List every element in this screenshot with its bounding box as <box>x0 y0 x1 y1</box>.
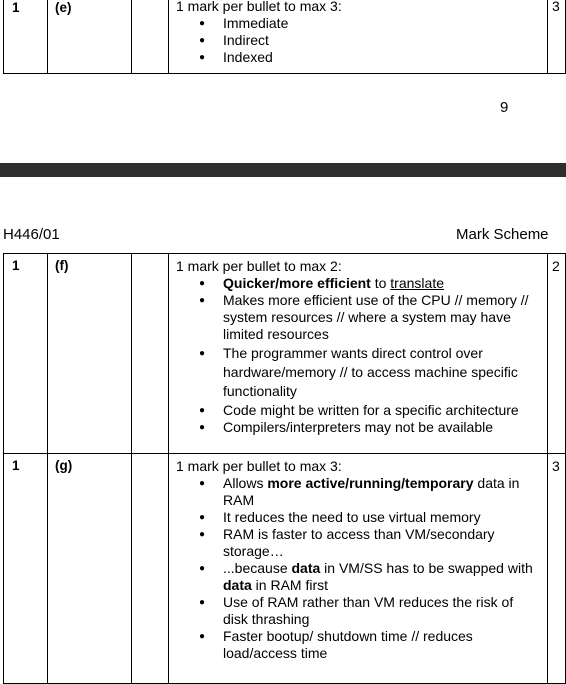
list-item: ● Compilers/interpreters may not be available <box>223 419 543 436</box>
bold-text: data <box>291 560 321 576</box>
list-item <box>223 475 543 509</box>
list-item: ● Faster bootup/ shutdown time // reduces load/access time <box>223 628 543 662</box>
list-item <box>223 275 543 292</box>
underlined-text: translate <box>390 275 444 291</box>
list-item: ● Makes more efficient use of the CPU // memory // system resources // where a system may have limited resources <box>223 292 543 343</box>
list-item: ● Indirect <box>223 32 543 49</box>
page-number: 9 <box>500 99 509 116</box>
answer-cell <box>169 254 548 454</box>
text: data in RAM <box>223 475 520 508</box>
mark-instruction: 1 mark per bullet to max 3: <box>176 0 342 14</box>
marks-cell: 2 <box>548 254 566 454</box>
mark-instruction: 1 mark per bullet to max 2: <box>176 258 342 274</box>
question-number: 1 <box>4 0 48 73</box>
text: in RAM first <box>251 577 329 593</box>
answer-list <box>176 475 543 662</box>
answer-list <box>176 15 543 66</box>
empty-cell <box>132 254 169 454</box>
question-number: 1 <box>4 254 48 454</box>
text: in VM/SS has to be swapped with <box>320 560 533 576</box>
table-row <box>4 0 566 73</box>
text: ...because <box>223 560 292 576</box>
list-item: ● Immediate <box>223 15 543 32</box>
empty-cell <box>132 0 169 73</box>
question-part: (g) <box>48 454 132 684</box>
marks-cell: 3 <box>548 0 566 73</box>
bold-text: Quicker/more efficient <box>223 275 371 291</box>
bold-text: data <box>223 577 252 593</box>
list-item <box>223 560 543 594</box>
list-item: ● RAM is faster to access than VM/secondary storage… <box>223 526 543 560</box>
table-row <box>4 454 566 684</box>
list-item: ● Use of RAM rather than VM reduces the risk of disk thrashing <box>223 594 543 628</box>
table-row <box>4 254 566 454</box>
bold-text: more active/running/temporary <box>267 475 474 491</box>
mark-scheme-table-top <box>3 0 566 74</box>
empty-cell <box>132 454 169 684</box>
text: to <box>370 275 391 291</box>
list-item: ● Code might be written for a specific architecture <box>223 402 543 419</box>
question-part: (e) <box>48 0 132 73</box>
answer-cell <box>169 0 548 73</box>
page-separator-bar <box>0 163 566 177</box>
question-part: (f) <box>48 254 132 454</box>
list-item: ● Indexed <box>223 49 543 66</box>
mark-instruction: 1 mark per bullet to max 3: <box>176 458 342 474</box>
paper-code: H446/01 <box>3 226 60 243</box>
list-item: ● It reduces the need to use virtual memory <box>223 509 543 526</box>
answer-list <box>176 275 543 436</box>
list-item: ● The programmer wants direct control over hardware/memory // to access machine specific functionality <box>223 344 543 401</box>
document-title: Mark Scheme <box>456 226 549 243</box>
text: Allows <box>223 475 268 491</box>
marks-cell: 3 <box>548 454 566 684</box>
mark-scheme-table-bottom <box>3 253 566 684</box>
answer-cell <box>169 454 548 684</box>
question-number: 1 <box>4 454 48 684</box>
